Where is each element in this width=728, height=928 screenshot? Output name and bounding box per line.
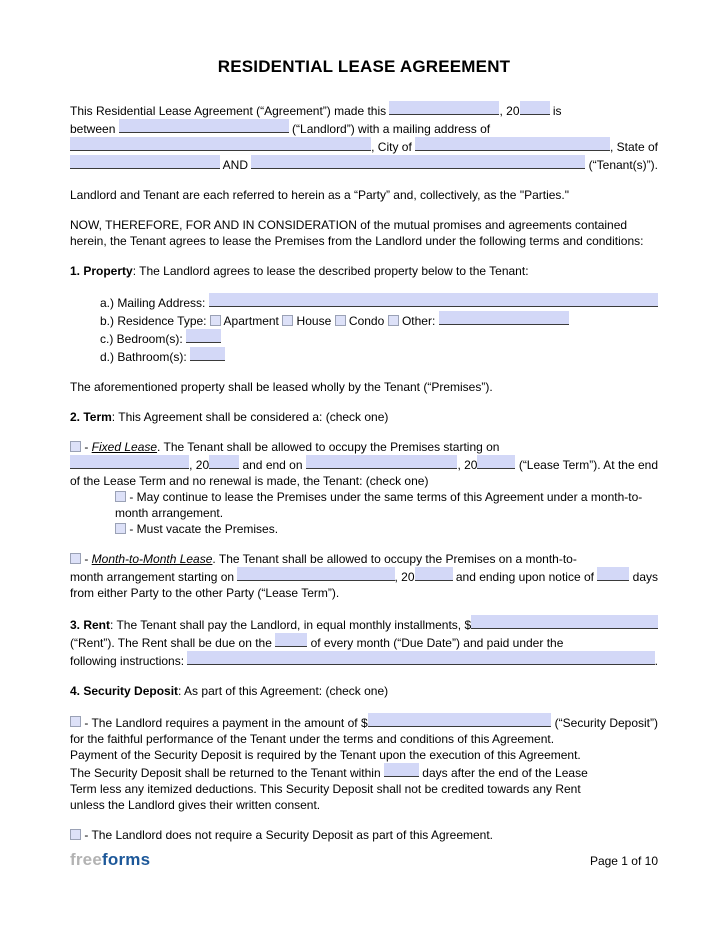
- m2m-text-starting-on: month arrangement starting on: [70, 570, 238, 584]
- no-deposit-clause: [70, 827, 658, 843]
- checkbox-condo[interactable]: [335, 315, 346, 326]
- term-heading-text: : This Agreement shall be considered a: (check one): [111, 410, 389, 424]
- checkbox-house[interactable]: [282, 315, 293, 326]
- checkbox-no-deposit[interactable]: [70, 829, 81, 840]
- field-other-residence[interactable]: [439, 311, 569, 325]
- intro-line-2: [70, 119, 658, 137]
- fixed-lease-option-1: [115, 489, 658, 521]
- field-m2m-notice-days[interactable]: [597, 567, 629, 581]
- rent-line-1: [70, 615, 658, 633]
- m2m-line-1: [70, 551, 658, 567]
- fixed-lease-text-lease-term: (“Lease Term”). At the end: [515, 458, 658, 472]
- deposit-line-4: [70, 763, 658, 781]
- deposit-heading-text: : As part of this Agreement: (check one): [178, 684, 389, 698]
- fixed-lease-line-2: [70, 455, 658, 473]
- intro-line-4: [70, 155, 658, 173]
- intro-text-city-of: , City of: [371, 140, 416, 154]
- intro-text-and: AND: [220, 158, 252, 172]
- no-deposit-label: - The Landlord does not require a Security Deposit as part of this Agreement.: [81, 828, 494, 842]
- field-tenant-names[interactable]: [251, 155, 585, 169]
- m2m-line-3: [70, 585, 658, 601]
- intro-text-tenants: (“Tenant(s)”).: [585, 158, 658, 172]
- field-rent-amount[interactable]: [471, 615, 658, 629]
- logo-forms-text: forms: [102, 850, 151, 869]
- fixed-lease-text-3: of the Lease Term and no renewal is made, the Tenant: (check one): [70, 474, 429, 488]
- field-payment-instructions[interactable]: [187, 651, 654, 665]
- property-heading-text: : The Landlord agrees to lease the described property below to the Tenant:: [132, 264, 529, 278]
- checkbox-deposit-required[interactable]: [70, 716, 81, 727]
- page-title: RESIDENTIAL LEASE AGREEMENT: [217, 57, 511, 76]
- field-city[interactable]: [415, 137, 610, 151]
- field-fixed-start-year[interactable]: [209, 455, 239, 469]
- m2m-text-days: days: [629, 570, 658, 584]
- m2m-line-2: [70, 567, 658, 585]
- field-deposit-amount[interactable]: [368, 713, 552, 727]
- property-heading-number: 1. Property: [70, 264, 133, 278]
- field-deposit-return-days[interactable]: [384, 763, 419, 777]
- field-fixed-end-date[interactable]: [306, 455, 458, 469]
- rent-text-due: (“Rent”). The Rent shall be due on the: [70, 636, 276, 650]
- intro-paragraph: [70, 101, 658, 173]
- intro-line-1: [70, 101, 658, 119]
- field-fixed-start-date[interactable]: [70, 455, 189, 469]
- fixed-lease-line-3: [70, 473, 658, 489]
- deposit-line-3: [70, 747, 658, 763]
- intro-text-20: , 20: [499, 104, 520, 118]
- checkbox-fixed-lease[interactable]: [70, 441, 81, 452]
- deposit-line-2: [70, 731, 658, 747]
- m2m-text-3: from either Party to the other Party (“Lease Term”).: [70, 586, 340, 600]
- deposit-text-returned: The Security Deposit shall be returned to the Tenant within: [70, 766, 384, 780]
- section-deposit-heading: [70, 683, 658, 699]
- deposit-text-label: (“Security Deposit”): [551, 716, 658, 730]
- may-continue-label: - May continue to lease the Premises under the same terms of this Agreement under a month-to-month arrangement.: [115, 490, 643, 520]
- freeforms-logo: [70, 852, 150, 868]
- intro-text-made-this: This Residential Lease Agreement (“Agreement”) made this: [70, 104, 390, 118]
- field-m2m-start-date[interactable]: [237, 567, 394, 581]
- m2m-text-20: , 20: [394, 570, 415, 584]
- premises-paragraph: The aforementioned property shall be leased wholly by the Tenant (“Premises”).: [70, 380, 493, 394]
- deposit-text-3: Payment of the Security Deposit is required by the Tenant upon the execution of this Agreement.: [70, 748, 581, 762]
- deposit-line-1: [70, 713, 658, 731]
- term-heading-number: 2. Term: [70, 410, 112, 424]
- property-item-d: [100, 347, 658, 365]
- month-to-month-clause: [70, 551, 658, 601]
- deposit-line-6: [70, 797, 658, 813]
- field-bathrooms[interactable]: [190, 347, 225, 361]
- fixed-lease-text-20a: , 20: [189, 458, 210, 472]
- field-rent-due-day[interactable]: [275, 633, 307, 647]
- mailing-address-label: a.) Mailing Address:: [100, 296, 209, 310]
- bedrooms-label: c.) Bedroom(s):: [100, 332, 187, 346]
- field-state[interactable]: [70, 155, 220, 169]
- apartment-label: Apartment: [220, 314, 283, 328]
- page-footer: [70, 852, 658, 869]
- section-term-heading: [70, 409, 658, 425]
- field-property-address[interactable]: [209, 293, 658, 307]
- property-item-a: [100, 293, 658, 311]
- field-made-day[interactable]: [389, 101, 499, 115]
- rent-text-instructions: following instructions:: [70, 654, 188, 668]
- consideration-paragraph: NOW, THEREFORE, FOR AND IN CONSIDERATION of the mutual promises and agreements contained herein, the Tenant agrees to lease the Premises from the Landlord under the following terms and conditions:: [70, 218, 644, 248]
- rent-line-2: [70, 633, 658, 651]
- fixed-lease-option-2: [115, 521, 658, 537]
- fixed-lease-text-end-on: and end on: [239, 458, 306, 472]
- field-street-address[interactable]: [70, 137, 371, 151]
- residence-type-label: b.) Residence Type:: [100, 314, 210, 328]
- field-m2m-start-year[interactable]: [415, 567, 453, 581]
- fixed-lease-text-20b: , 20: [457, 458, 478, 472]
- field-bedrooms[interactable]: [186, 329, 221, 343]
- deposit-text-6: unless the Landlord gives their written consent.: [70, 798, 321, 812]
- m2m-text-notice: and ending upon notice of: [452, 570, 598, 584]
- intro-line-3: [70, 137, 658, 155]
- fixed-lease-label: Fixed Lease: [91, 440, 158, 454]
- bathrooms-label: d.) Bathroom(s):: [100, 350, 191, 364]
- intro-text-between: between: [70, 122, 119, 136]
- rent-clause: [70, 615, 658, 669]
- other-label: Other:: [398, 314, 439, 328]
- field-landlord-name[interactable]: [119, 119, 289, 133]
- rent-text-1: : The Tenant shall pay the Landlord, in equal monthly installments, $: [110, 618, 472, 632]
- fixed-lease-clause: [70, 439, 658, 537]
- deposit-text-after: days after the end of the Lease: [418, 766, 588, 780]
- checkbox-must-vacate[interactable]: [115, 523, 126, 534]
- m2m-dash: -: [81, 552, 92, 566]
- property-item-b: [100, 311, 658, 329]
- rent-line-3: [70, 651, 658, 669]
- section-property-heading: [70, 263, 658, 279]
- intro-text-state-of: , State of: [609, 140, 658, 154]
- fixed-lease-line-1: [70, 439, 658, 455]
- rent-text-period: .: [654, 654, 658, 668]
- condo-label: Condo: [345, 314, 388, 328]
- checkbox-may-continue[interactable]: [115, 491, 126, 502]
- rent-text-month: of every month (“Due Date”) and paid under the: [307, 636, 564, 650]
- deposit-text-5: Term less any itemized deductions. This Security Deposit shall not be credited towards any Rent: [70, 782, 581, 796]
- field-made-year[interactable]: [520, 101, 550, 115]
- checkbox-month-to-month[interactable]: [70, 553, 81, 564]
- page-number: Page 1 of 10: [589, 854, 658, 868]
- house-label: House: [293, 314, 335, 328]
- rent-heading-number: 3. Rent: [70, 618, 111, 632]
- checkbox-other[interactable]: [388, 315, 399, 326]
- intro-text-landlord: (“Landlord”) with a mailing address of: [288, 122, 491, 136]
- deposit-line-5: [70, 781, 658, 797]
- m2m-text-1: . The Tenant shall be allowed to occupy the Premises on a month-to-: [212, 552, 577, 566]
- deposit-text-2: for the faithful performance of the Tenant under the terms and conditions of this Agreement.: [70, 732, 555, 746]
- deposit-heading-number: 4. Security Deposit: [70, 684, 179, 698]
- parties-paragraph: Landlord and Tenant are each referred to herein as a “Party” and, collectively, as the "Parties.": [70, 188, 570, 202]
- deposit-text-amount: - The Landlord requires a payment in the amount of $: [81, 716, 368, 730]
- logo-free-text: free: [70, 850, 102, 869]
- deposit-required-clause: [70, 713, 658, 813]
- intro-text-is: is: [549, 104, 562, 118]
- m2m-label: Month-to-Month Lease: [91, 552, 213, 566]
- property-list: [100, 293, 658, 365]
- property-item-c: [100, 329, 658, 347]
- must-vacate-label: - Must vacate the Premises.: [126, 522, 279, 536]
- fixed-lease-dash: -: [81, 440, 92, 454]
- field-fixed-end-year[interactable]: [477, 455, 515, 469]
- checkbox-apartment[interactable]: [210, 315, 221, 326]
- fixed-lease-text-1: . The Tenant shall be allowed to occupy the Premises starting on: [157, 440, 500, 454]
